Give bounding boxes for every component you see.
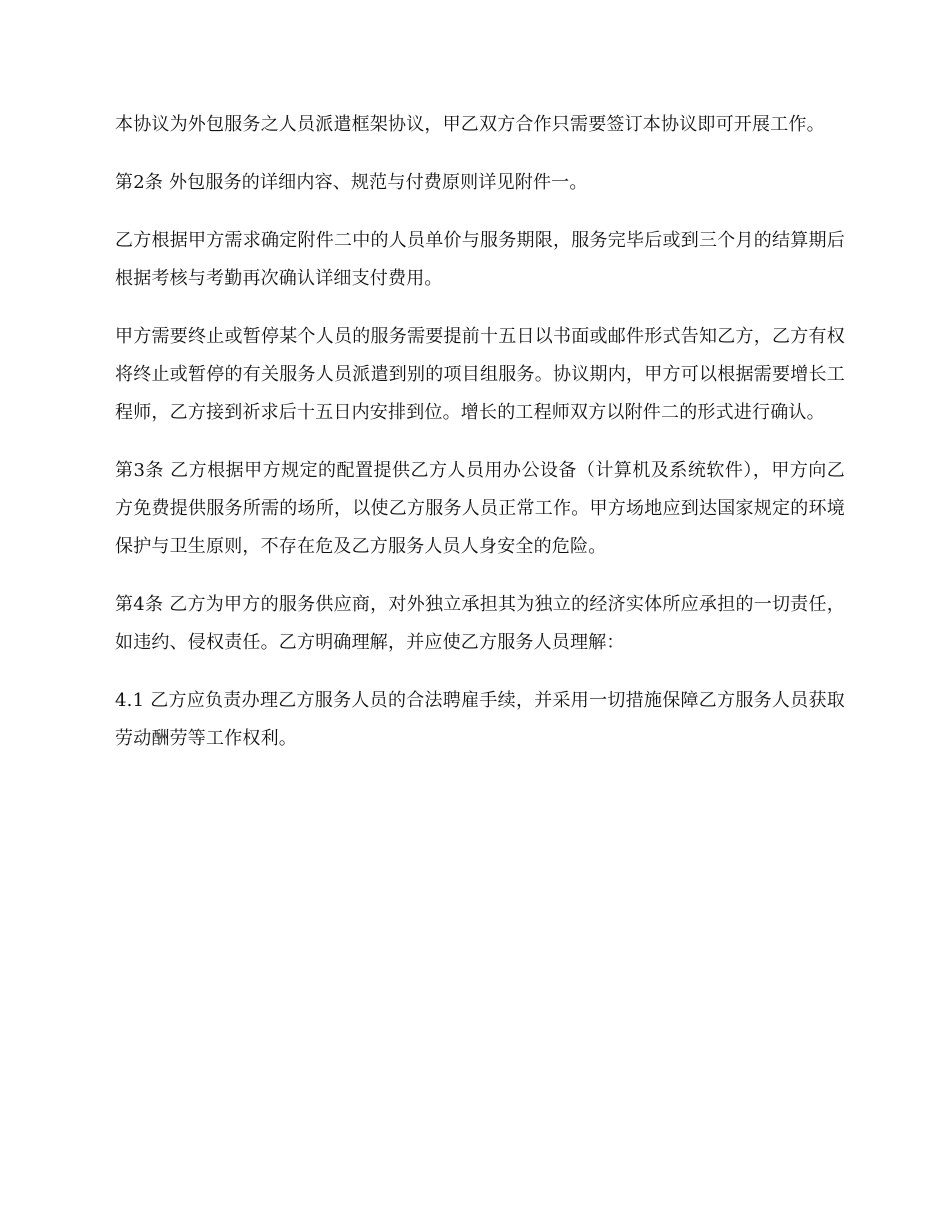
paragraph-pricing-and-settlement: 乙方根据甲方需求确定附件二中的人员单价与服务期限，服务完毕后或到三个月的结算期后根据考核与考勤再次确认详细支付费用。	[115, 230, 845, 289]
paragraph-article-3: 第3条 乙方根据甲方规定的配置提供乙方人员用办公设备（计算机及系统软件），甲方向乙方免费提供服务所需的场所，以使乙方服务人员正常工作。甲方场地应到达国家规定的环境保护与卫生原则，不存在危及乙方服务人员人身安全的危险。	[115, 460, 845, 557]
paragraph-article-2: 第2条 外包服务的详细内容、规范与付费原则详见附件一。	[115, 172, 588, 193]
paragraph-termination-and-staffing: 甲方需要终止或暂停某个人员的服务需要提前十五日以书面或邮件形式告知乙方，乙方有权将终止或暂停的有关服务人员派遣到别的项目组服务。协议期内，甲方可以根据需要增长工程师，乙方接到祈求后十五日内安排到位。增长的工程师双方以附件二的形式进行确认。	[115, 326, 845, 423]
paragraph-clause-4-1: 4.1 乙方应负责办理乙方服务人员的合法聘雇手续，并采用一切措施保障乙方服务人员获取劳动酬劳等工作权利。	[115, 690, 845, 749]
paragraph-article-4: 第4条 乙方为甲方的服务供应商，对外独立承担其为独立的经济实体所应承担的一切责任，如违约、侵权责任。乙方明确理解，并应使乙方服务人员理解：	[115, 594, 845, 653]
document-body	[115, 106, 845, 758]
paragraph-framework-agreement: 本协议为外包服务之人员派遣框架协议，甲乙双方合作只需要签订本协议即可开展工作。	[115, 114, 825, 135]
